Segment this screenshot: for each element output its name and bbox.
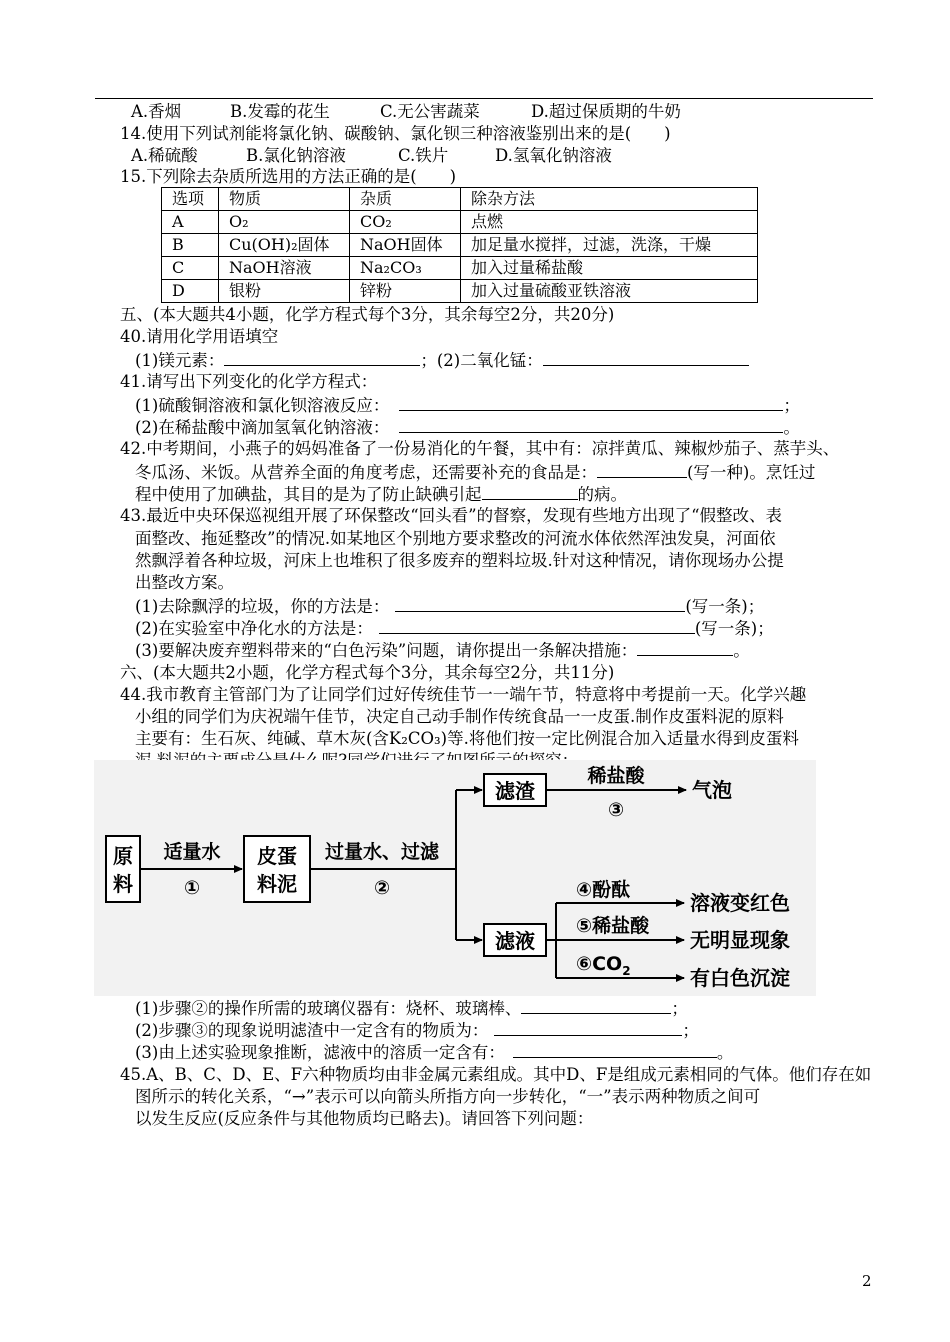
- table-cell: 加足量水搅拌，过滤，洗涤，干燥: [461, 234, 758, 257]
- page-number: 2: [862, 1272, 872, 1290]
- step-3-reagent: 稀盐酸: [587, 765, 645, 787]
- q44-line-1: 44.我市教育主管部门为了让同学们过好传统佳节一一端午节，特意将中考提前一天。化学兴趣: [120, 685, 807, 704]
- q43-part3: [135, 639, 750, 662]
- q43-line-2: 面整改、拖延整改”的情况.如某地区个别地方要求整改的河流水体依然浑浊发臭，河面依: [135, 529, 776, 548]
- q40-part1: [135, 349, 749, 372]
- q41-part1: [135, 394, 800, 417]
- table-cell: NaOH溶液: [219, 257, 350, 280]
- table-cell: Cu(OH)₂固体: [219, 234, 350, 257]
- q43-part3-label: (3)要解决废弃塑料带来的“白色污染”问题，请你提出一条解决措施：: [135, 641, 638, 660]
- q44-part2: [135, 1019, 699, 1042]
- q43-part2-end: (写一条)；: [694, 619, 774, 638]
- q42-line-1: 42.中考期间，小燕子的妈妈准备了一份易消化的午餐，其中有：凉拌黄瓜、辣椒炒茄子、蒸芋头、: [120, 439, 840, 458]
- q45-line-3: 以发生反应(反应条件与其他物质均已略去)。请回答下列问题：: [135, 1109, 594, 1128]
- answer-blank[interactable]: [637, 639, 733, 656]
- q14-stem: 14.使用下列试剂能将氯化钠、碳酸钠、氯化钡三种溶液鉴别出来的是( ): [120, 124, 671, 143]
- egg-mud-label: 皮蛋: [257, 844, 297, 868]
- table-row: [162, 257, 758, 280]
- q13-option-d: D.超过保质期的牛奶: [531, 102, 681, 121]
- q44-part1-end: ；: [671, 999, 688, 1018]
- header-rule: [95, 98, 873, 99]
- answer-blank[interactable]: [482, 483, 578, 500]
- q43-part1: [135, 595, 764, 618]
- q44-part2-label: (2)步骤③的现象说明滤渣中一定含有的物质为：: [135, 1021, 489, 1040]
- table-cell: CO₂: [350, 211, 461, 234]
- egg-mud-label: 料泥: [257, 872, 297, 896]
- step-2-label: 过量水、过滤: [324, 841, 440, 863]
- q43-part2: [135, 617, 774, 640]
- q13-option-a: A.香烟: [131, 102, 182, 121]
- q43-line-3: 然飘浮着各种垃圾，河床上也堆积了很多废弃的塑料垃圾.针对这种情况，请你现场办公提: [135, 551, 784, 570]
- answer-blank[interactable]: [399, 416, 783, 433]
- q43-line-1: 43.最近中央环保巡视组开展了环保整改“回头看”的督察，发现有些地方出现了“假整改、表: [120, 506, 783, 525]
- answer-blank[interactable]: [513, 1041, 717, 1058]
- q44-part3-end: 。: [716, 1043, 734, 1062]
- q44-part2-end: ；: [682, 1021, 699, 1040]
- q42-line-2: [135, 461, 815, 484]
- q44-part1: [135, 997, 688, 1020]
- q44-part3-label: (3)由上述实验现象推断，滤液中的溶质一定含有：: [135, 1043, 505, 1062]
- q42-line-2-text: 冬瓜汤、米饭。从营养全面的角度考虑，还需要补充的食品是：: [135, 463, 597, 482]
- answer-blank[interactable]: [379, 617, 695, 634]
- answer-blank[interactable]: [395, 595, 685, 612]
- q42-line-3: [135, 483, 627, 506]
- result-bubbles: 气泡: [692, 778, 732, 802]
- table-row: [162, 211, 758, 234]
- q14-option-d: D.氢氧化钠溶液: [495, 146, 612, 165]
- table-cell: O₂: [219, 211, 350, 234]
- q40-part2-label: ；(2)二氧化锰：: [420, 351, 543, 370]
- q14-option-c: C.铁片: [398, 146, 449, 165]
- step-5-label: ⑤稀盐酸: [576, 915, 650, 937]
- q13-option-c: C.无公害蔬菜: [380, 102, 480, 121]
- section-6-heading: 六、(本大题共2小题，化学方程式每个3分，其余每空2分，共11分): [120, 663, 615, 682]
- answer-blank[interactable]: [543, 349, 749, 366]
- q41-part1-label: (1)硫酸铜溶液和氯化钡溶液反应：: [135, 396, 390, 415]
- table-cell: 银粉: [219, 280, 350, 303]
- table-header: 选项: [162, 188, 219, 211]
- q44-line-2: 小组的同学们为庆祝端午佳节，决定自己动手制作传统食品一一皮蛋.制作皮蛋料泥的原料: [135, 707, 784, 726]
- result-step-5: 无明显现象: [690, 928, 790, 952]
- q14-option-a: A.稀硫酸: [131, 146, 198, 165]
- answer-blank[interactable]: [494, 1019, 682, 1036]
- step-3-number: ③: [607, 799, 625, 821]
- q41-part2-end: 。: [783, 418, 800, 437]
- q43-part2-label: (2)在实验室中净化水的方法是：: [135, 619, 373, 638]
- q15-stem: 15.下列除去杂质所选用的方法正确的是( ): [120, 167, 457, 186]
- table-cell: D: [162, 280, 219, 303]
- q13-option-b: B.发霉的花生: [230, 102, 330, 121]
- step-2-number: ②: [373, 877, 391, 899]
- pidan-flow-diagram: [94, 760, 816, 996]
- table-cell: C: [162, 257, 219, 280]
- table-cell: 点燃: [461, 211, 758, 234]
- step-1-number: ①: [183, 877, 201, 899]
- filtrate-label: 滤液: [495, 929, 535, 953]
- step-6-label: $⑥CO_2$: [576, 953, 631, 978]
- answer-blank[interactable]: [224, 349, 420, 366]
- table-cell: 锌粉: [350, 280, 461, 303]
- q14-option-b: B.氯化钠溶液: [246, 146, 346, 165]
- q43-part1-label: (1)去除飘浮的垃圾，你的方法是：: [135, 597, 390, 616]
- q42-line-3-end: 的病。: [577, 485, 627, 504]
- q42-line-2-end: (写一种)。烹饪过: [687, 463, 816, 482]
- raw-material-label: 料: [113, 872, 133, 896]
- q44-line-3: 主要有：生石灰、纯碱、草木灰(含K₂CO₃)等.将他们按一定比例混合加入适量水得到皮蛋料: [135, 729, 799, 748]
- q41-stem: 41.请写出下列变化的化学方程式：: [120, 372, 378, 391]
- table-cell: NaOH固体: [350, 234, 461, 257]
- q41-part1-end: ；: [783, 396, 800, 415]
- table-row: [162, 234, 758, 257]
- table-row: [162, 280, 758, 303]
- step-4-label: ④酚酞: [576, 879, 631, 901]
- step-1-label: 适量水: [163, 841, 221, 863]
- answer-blank[interactable]: [399, 394, 783, 411]
- result-step-6: 有白色沉淀: [690, 966, 790, 990]
- q41-part2: [135, 416, 800, 439]
- section-5-heading: 五、(本大题共4小题，化学方程式每个3分，其余每空2分，共20分): [120, 305, 615, 324]
- raw-material-label: 原: [113, 844, 133, 868]
- q43-part1-end: (写一条)；: [685, 597, 765, 616]
- q44-part1-label: (1)步骤②的操作所需的玻璃仪器有：烧杯、玻璃棒、: [135, 999, 522, 1018]
- q41-part2-label: (2)在稀盐酸中滴加氢氧化钠溶液：: [135, 418, 390, 437]
- result-step-4: 溶液变红色: [690, 891, 790, 915]
- table-cell: Na₂CO₃: [350, 257, 461, 280]
- q43-part3-end: 。: [733, 641, 750, 660]
- table-header-row: [162, 188, 758, 211]
- q40-stem: 40.请用化学用语填空: [120, 327, 279, 346]
- table-header: 除杂方法: [461, 188, 758, 211]
- table-header: 杂质: [350, 188, 461, 211]
- q45-line-1: 45.A、B、C、D、E、F六种物质均由非金属元素组成。其中D、F是组成元素相同的气体。他们存在如: [120, 1065, 872, 1084]
- residue-label: 滤渣: [495, 779, 535, 803]
- q45-line-2: 图所示的转化关系，“→”表示可以向箭头所指方向一步转化，“一”表示两种物质之间可: [135, 1087, 761, 1106]
- q44-part3: [135, 1041, 733, 1064]
- q43-line-4: 出整改方案。: [135, 573, 234, 592]
- answer-blank[interactable]: [521, 997, 671, 1014]
- q15-table: [161, 187, 758, 303]
- table-cell: 加入过量硫酸亚铁溶液: [461, 280, 758, 303]
- table-cell: B: [162, 234, 219, 257]
- answer-blank[interactable]: [597, 461, 687, 478]
- table-header: 物质: [219, 188, 350, 211]
- q40-part1-label: (1)镁元素：: [135, 351, 225, 370]
- table-cell: 加入过量稀盐酸: [461, 257, 758, 280]
- q42-line-3-text: 程中使用了加碘盐，其目的是为了防止缺碘引起: [135, 485, 482, 504]
- table-cell: A: [162, 211, 219, 234]
